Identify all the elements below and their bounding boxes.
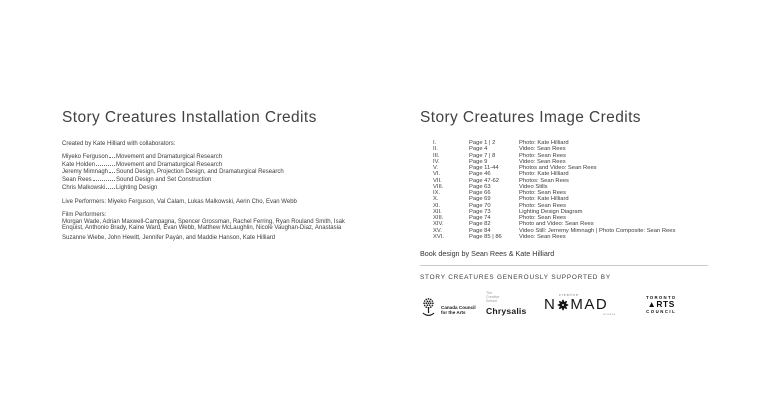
canada-council-line2: for the Arts <box>441 310 466 315</box>
council-line: COUNCIL <box>646 308 677 314</box>
collaborator-row <box>62 160 367 168</box>
image-credit-list <box>433 140 712 240</box>
entry-page: Page 85 | 86 <box>469 233 502 240</box>
nomad-wordmark-mad: MAD <box>570 296 609 313</box>
entry-numeral: X. <box>433 196 439 203</box>
dot-leader <box>96 160 115 165</box>
entry-credit: Photo: Sean Rees <box>519 152 567 159</box>
collaborator-name: Jeremy Mimnagh <box>62 169 109 176</box>
toronto-line: TORONTO <box>646 295 677 300</box>
nomad-creative-label: creative <box>559 293 579 297</box>
entry-credit: Photo: Sean Rees <box>519 202 567 209</box>
entry-page: Page 4 <box>469 146 488 153</box>
entry-numeral: IV. <box>433 158 440 165</box>
canada-council-line1: Canada Council <box>441 304 476 310</box>
entry-credit: Lighting Design Diagram <box>519 208 583 215</box>
entry-numeral: XIV. <box>433 221 444 228</box>
entry-page: Page 73 <box>469 208 491 215</box>
nomad-flower-icon <box>557 299 569 311</box>
entry-numeral: XIII. <box>433 215 444 221</box>
nomad-wordmark-n: N <box>544 296 557 313</box>
entry-numeral: XV. <box>433 227 442 234</box>
film-performers-line: Enquist, Anthonio Brady, Kaine Ward, Evan Webb, Matthew McLaughlin, Nicole Vaughan-Diaz, Anastasia <box>62 225 342 232</box>
entry-credit: Photo and Video: Sean Rees <box>519 221 594 228</box>
installation-credits-title: Story Creatures Installation Credits <box>62 109 317 126</box>
film-performers-line: Morgan Wade, Adrian Maxwell-Campagna, Spencer Grossman, Rachel Ferring, Ryan Rouland Smith, Isak <box>62 218 345 225</box>
entry-page: Page 1 | 2 <box>469 140 496 146</box>
entry-numeral: V. <box>433 165 438 171</box>
collaborator-role: Sound Design and Set Construction <box>116 177 212 184</box>
triangle-a-icon: ▲ <box>647 299 657 309</box>
image-credits-page <box>420 109 712 327</box>
entry-numeral: IX. <box>433 190 441 196</box>
canada-council-tree-icon <box>420 296 437 324</box>
collaborator-name: Miyeko Ferguson <box>62 153 109 160</box>
nomad-logo <box>544 293 616 316</box>
collaborator-name: Chris Malkowski <box>62 184 106 191</box>
entry-credit: Photo: Kate Hilliard <box>519 140 569 146</box>
collaborator-row <box>62 176 367 184</box>
collaborator-role: Movement and Dramaturgical Research <box>116 153 223 160</box>
book-design-line: Book design by Sean Rees & Kate Hilliard <box>420 249 555 258</box>
collaborator-row <box>62 168 367 176</box>
live-performers-line: Live Performers: Miyeko Ferguson, Val Calam, Lukas Malkowski, Aerin Cho, Evan Webb <box>62 198 297 205</box>
entry-page: Page 84 <box>469 227 491 234</box>
installation-credits-page <box>62 109 367 241</box>
entry-numeral: VII. <box>433 177 442 184</box>
image-credits-title: Story Creatures Image Credits <box>420 109 641 126</box>
film-performers-list <box>62 219 367 242</box>
creative-school-line: Creative <box>486 295 500 299</box>
divider-line <box>420 265 708 266</box>
canada-council-logo <box>420 296 476 324</box>
entry-page: Page 63 <box>469 183 491 190</box>
supported-by-heading: STORY CREATURES GENEROUSLY SUPPORTED BY <box>420 274 611 281</box>
entry-page: Page 46 <box>469 171 491 178</box>
chrysalis-logo <box>486 291 527 316</box>
collaborator-name: Kate Holden <box>62 161 96 168</box>
collaborator-name: Sean Rees <box>62 177 92 184</box>
creative-school-lines <box>486 291 527 303</box>
entry-page: Page 70 <box>469 202 491 209</box>
entry-numeral: III. <box>433 152 440 159</box>
entry-credit: Photo: Kate Hilliard <box>519 171 569 178</box>
collaborator-role: Movement and Dramaturgical Research <box>116 161 223 168</box>
collaborator-row <box>62 184 367 192</box>
collaborator-row <box>62 153 367 161</box>
collaborator-role: Sound Design, Projection Design, and Dramaturgical Research <box>116 169 284 176</box>
entry-page: Page 9 <box>469 158 488 165</box>
entry-numeral: II. <box>433 146 438 153</box>
entry-credit: Video Still: Jerremy Mimnagh | Photo Composite: Sean Rees <box>519 227 676 234</box>
entry-page: Page 82 <box>469 221 491 228</box>
dot-leader <box>109 168 115 173</box>
entry-page: Page 66 <box>469 190 491 196</box>
sponsor-logos <box>420 291 712 327</box>
creative-school-line: School <box>486 299 497 303</box>
entry-credit: Photo: Kate Hilliard <box>519 196 569 203</box>
entry-numeral: VIII. <box>433 183 444 190</box>
entry-page: Page 11-44 <box>469 165 499 171</box>
film-performers-label: Film Performers: <box>62 212 107 219</box>
collaborator-role: Lighting Design <box>116 184 158 191</box>
dot-leader <box>93 176 115 181</box>
toronto-arts-council-logo <box>646 295 676 314</box>
entry-numeral: XVI. <box>433 233 444 240</box>
image-credit-row <box>433 234 712 240</box>
created-by-line: Created by Kate Hilliard with collaborators: <box>62 141 176 147</box>
entry-numeral: I. <box>433 140 437 146</box>
entry-credit: Photo: Sean Rees <box>519 215 567 221</box>
arts-line: RTS <box>656 299 675 309</box>
dot-leader <box>109 153 115 158</box>
entry-page: Page 74 <box>469 215 491 221</box>
entry-page: Page 47-62 <box>469 177 499 184</box>
entry-credit: Video: Sean Rees <box>519 233 566 240</box>
entry-page: Page 69 <box>469 196 491 203</box>
entry-numeral: XII. <box>433 208 442 215</box>
entry-credit: Video Stills <box>519 183 548 190</box>
entry-credit: Photos and Video: Sean Rees <box>519 165 597 171</box>
collaborator-list <box>62 153 367 192</box>
entry-credit: Photos: Sean Rees <box>519 177 569 184</box>
nomad-studio-label: studio <box>603 312 616 316</box>
entry-numeral: VI. <box>433 171 441 178</box>
film-performers-line: Suzanne Wiebe, John Hewitt, Jennifer Payán, and Maddie Hanson, Kate Hilliard <box>62 234 276 241</box>
entry-credit: Photo: Sean Rees <box>519 190 567 196</box>
entry-page: Page 7 | 8 <box>469 152 496 159</box>
entry-numeral: XI. <box>433 202 441 209</box>
creative-school-line: The <box>486 291 493 295</box>
chrysalis-wordmark: Chrysalis <box>486 306 527 316</box>
entry-credit: Video: Sean Rees <box>519 146 566 153</box>
dot-leader <box>106 184 115 189</box>
entry-credit: Video: Sean Rees <box>519 158 566 165</box>
